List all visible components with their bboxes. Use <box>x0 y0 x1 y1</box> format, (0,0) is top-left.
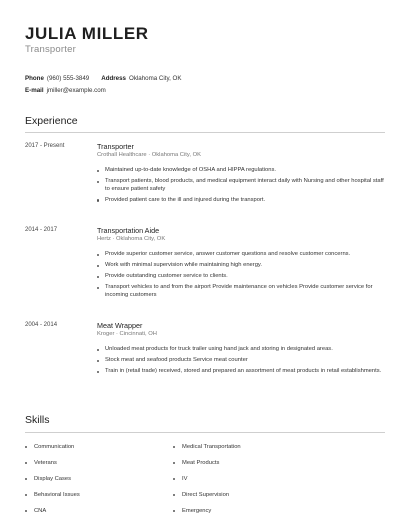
bullet-dot-icon <box>25 446 27 448</box>
email-value: jmiller@example.com <box>46 87 106 94</box>
bullet-dot-icon <box>97 276 99 278</box>
job-company: Crothall Healthcare · Oklahoma City, OK <box>97 152 201 158</box>
job-bullet: Train in (retail trade) received, stored and prepared an assortment of meat products in retail establishments. <box>97 368 385 376</box>
bullet-dot-icon <box>97 360 99 362</box>
bullet-dot-icon <box>97 170 99 172</box>
bullet-dot-icon <box>97 181 99 183</box>
job-company: Kroger · Cincinnati, OH <box>97 331 157 337</box>
job-bullet: Unloaded meat products for truck trailer using hand jack and storing in designated areas. <box>97 346 385 354</box>
bullet-dot-icon <box>97 349 99 351</box>
job-company: Hertz · Oklahoma City, OK <box>97 236 166 242</box>
job-bullet: Provide superior customer service, answer customer questions and resolve customer concerns. <box>97 251 385 259</box>
bullet-dot-icon <box>97 265 99 267</box>
address-label: Address <box>101 75 126 82</box>
job-dates: 2014 - 2017 <box>25 227 58 233</box>
bullet-dot-icon <box>97 254 99 256</box>
bullet-dot-icon <box>25 478 27 480</box>
bullet-dot-icon <box>25 462 27 464</box>
contact-line-2 <box>25 87 106 94</box>
job-bullet: Transport vehicles to and from the airport Provide maintenance on vehicles Provide customer service for incoming customers <box>97 284 385 299</box>
bullet-dot-icon <box>25 510 27 512</box>
contact-line-1 <box>25 75 182 82</box>
job-bullet: Provide outstanding customer service to clients. <box>97 273 385 281</box>
bullet-dot-icon <box>173 446 175 448</box>
job-dates: 2004 - 2014 <box>25 322 58 328</box>
experience-divider <box>25 132 385 133</box>
bullet-dot-icon <box>97 371 99 373</box>
job-bullet: Work with minimal supervision while maintaining high energy. <box>97 262 385 270</box>
experience-heading: Experience <box>25 115 78 127</box>
job-bullet: Maintained up-to-date knowledge of OSHA and HIPPA regulations. <box>97 167 385 175</box>
job-bullets <box>97 251 385 303</box>
job-role: Meat Wrapper <box>97 321 143 330</box>
phone-label: Phone <box>25 75 44 82</box>
skills-heading: Skills <box>25 414 50 426</box>
candidate-title: Transporter <box>25 44 76 55</box>
bullet-dot-icon <box>25 494 27 496</box>
job-bullets <box>97 346 385 379</box>
bullet-dot-icon <box>97 287 99 289</box>
job-bullet: Provided patient care to the ill and injured during the transport. <box>97 197 385 205</box>
bullet-dot-icon <box>97 199 99 201</box>
phone-value: (960) 555-3849 <box>46 75 90 82</box>
job-bullet: Stock meat and seafood products Service meat counter <box>97 357 385 365</box>
bullet-dot-icon <box>173 478 175 480</box>
email-label: E-mail <box>25 87 44 94</box>
job-role: Transportation Aide <box>97 226 160 235</box>
candidate-name: JULIA MILLER <box>25 24 149 43</box>
job-dates: 2017 - Present <box>25 143 65 149</box>
job-bullets <box>97 167 385 208</box>
job-bullet: Transport patients, blood products, and medical equipment interact daily with Nursing and other hospital staff to ensure patient safety <box>97 178 385 193</box>
bullet-dot-icon <box>173 494 175 496</box>
bullet-dot-icon <box>173 510 175 512</box>
resume-page: JULIA MILLER Transporter Phone (960) 555-3849 Address Oklahoma City, OK E-mail jmiller@example.com Experience 2017 - Present Transporter Crothall Healthcare · Oklahoma City, OK Maintained up-to-date knowledge of OSHA and HIPPA regulations. Transport patients, blood products, and medical equipment interact daily with Nursing and other hospital staff to ensure patient safety Provided patient care to the ill and injured during the transport. 2014 - 2017 Transportation Aide Hertz · Oklahoma City, OK Provide superior customer service, answer customer questions and resolve customer concerns. Work with minimal supervision while maintaining high energy. Provide outstanding customer service to clients. Transport vehicles to and from the airport Provide maintenance on vehicles Provide customer service for incoming customers 2004 - 2014 Meat Wrapper Kroger · Cincinnati, OH Unloaded meat products for truck trailer using hand jack and storing in designated areas. Stock meat and seafood products Service meat counter Train in (retail trade) received, stored and prepared an assortment of meat products in retail establishments. Skills Communication Veterans Display Cases Behavioral Issues CNA Medical Transportation Meat Products IV Direct Supervision Emergency <box>25 24 384 514</box>
address-value: Oklahoma City, OK <box>129 75 182 82</box>
job-role: Transporter <box>97 142 134 151</box>
bullet-dot-icon <box>173 462 175 464</box>
skills-divider <box>25 432 385 433</box>
